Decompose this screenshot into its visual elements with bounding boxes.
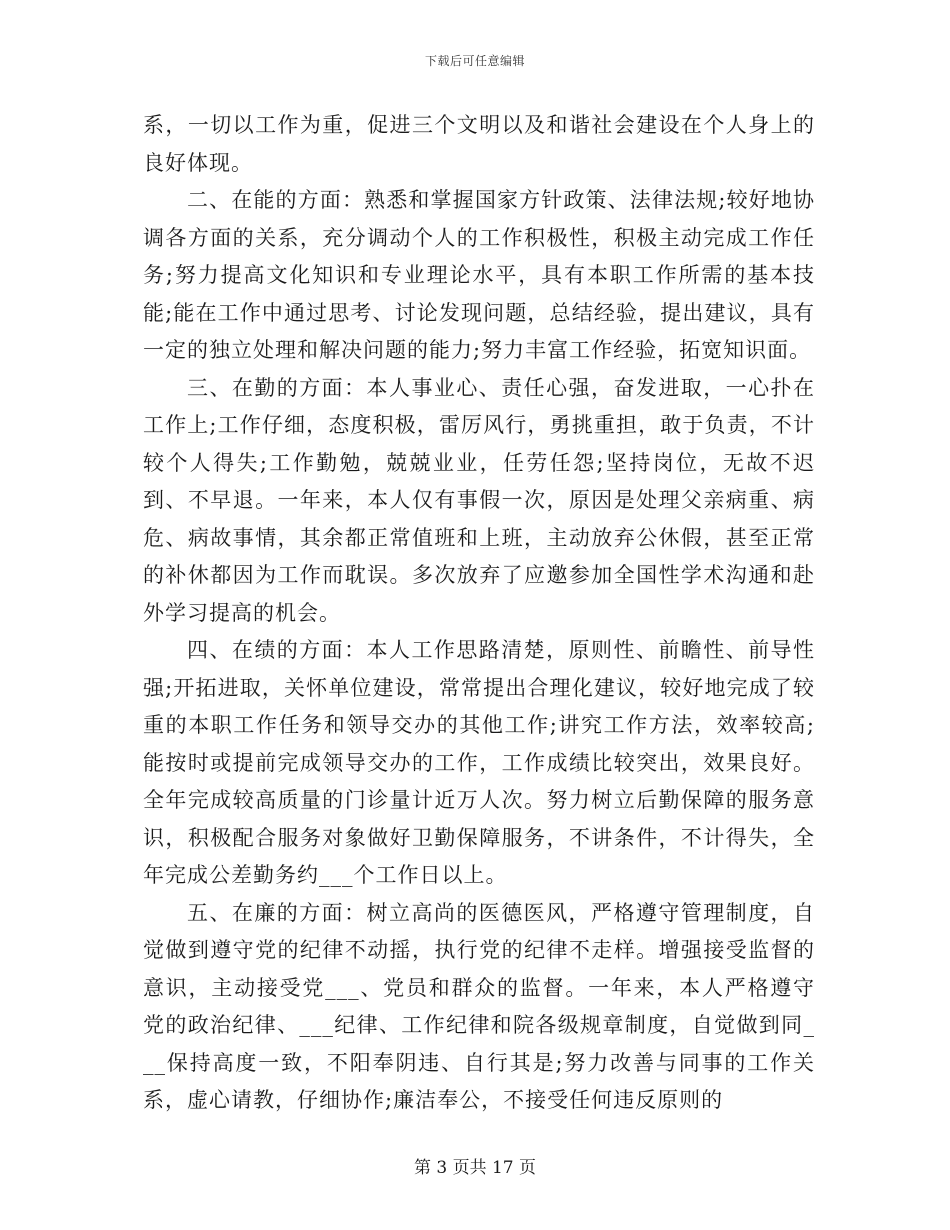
paragraph-performance: 四、在绩的方面：本人工作思路清楚，原则性、前瞻性、前导性强;开拓进取，关怀单位建设，常常提出合理化建议，较好地完成了较重的本职工作任务和领导交办的其他工作;讲究工作方法，效率较高;能按时或提前完成领导交办的工作，工作成绩比较突出，效果良好。全年完成较高质量的门诊量计近万人次。努力树立后勤保障的服务意识，积极配合服务对象做好卫勤保障服务，不讲条件，不计得失，全年完成公差勤务约___个工作日以上。 xyxy=(143,638,815,887)
document-body xyxy=(143,107,815,1120)
paragraph-continuation: 系，一切以工作为重，促进三个文明以及和谐社会建设在个人身上的良好体现。 xyxy=(143,113,815,175)
paragraph-ability: 二、在能的方面：熟悉和掌握国家方针政策、法律法规;较好地协调各方面的关系，充分调动个人的工作积极性，积极主动完成工作任务;努力提高文化知识和专业理论水平，具有本职工作所需的基本技能;能在工作中通过思考、讨论发现问题，总结经验，提出建议，具有一定的独立处理和解决问题的能力;努力丰富工作经验，拓宽知识面。 xyxy=(143,188,815,362)
page-header: 下载后可任意编辑 xyxy=(424,54,525,68)
page-number: 第 3 页共 17 页 xyxy=(413,1158,537,1178)
paragraph-diligence: 三、在勤的方面：本人事业心、责任心强，奋发进取，一心扑在工作上;工作仔细，态度积极，雷厉风行，勇挑重担，敢于负责，不计较个人得失;工作勤勉，兢兢业业，任劳任怨;坚持岗位，无故不迟到、不早退。一年来，本人仅有事假一次，原因是处理父亲病重、病危、病故事情，其余都正常值班和上班，主动放弃公休假，甚至正常的补休都因为工作而耽误。多次放弃了应邀参加全国性学术沟通和赴外学习提高的机会。 xyxy=(143,375,815,625)
paragraph-integrity: 五、在廉的方面：树立高尚的医德医风，严格遵守管理制度，自觉做到遵守党的纪律不动摇，执行党的纪律不走样。增强接受监督的意识，主动接受党___、党员和群众的监督。一年来，本人严格遵守党的政治纪律、___纪律、工作纪律和院各级规章制度，自觉做到同___保持高度一致，不阳奉阴违、自行其是;努力改善与同事的工作关系，虚心请教，仔细协作;廉洁奉公，不接受任何违反原则的 xyxy=(143,900,815,1112)
